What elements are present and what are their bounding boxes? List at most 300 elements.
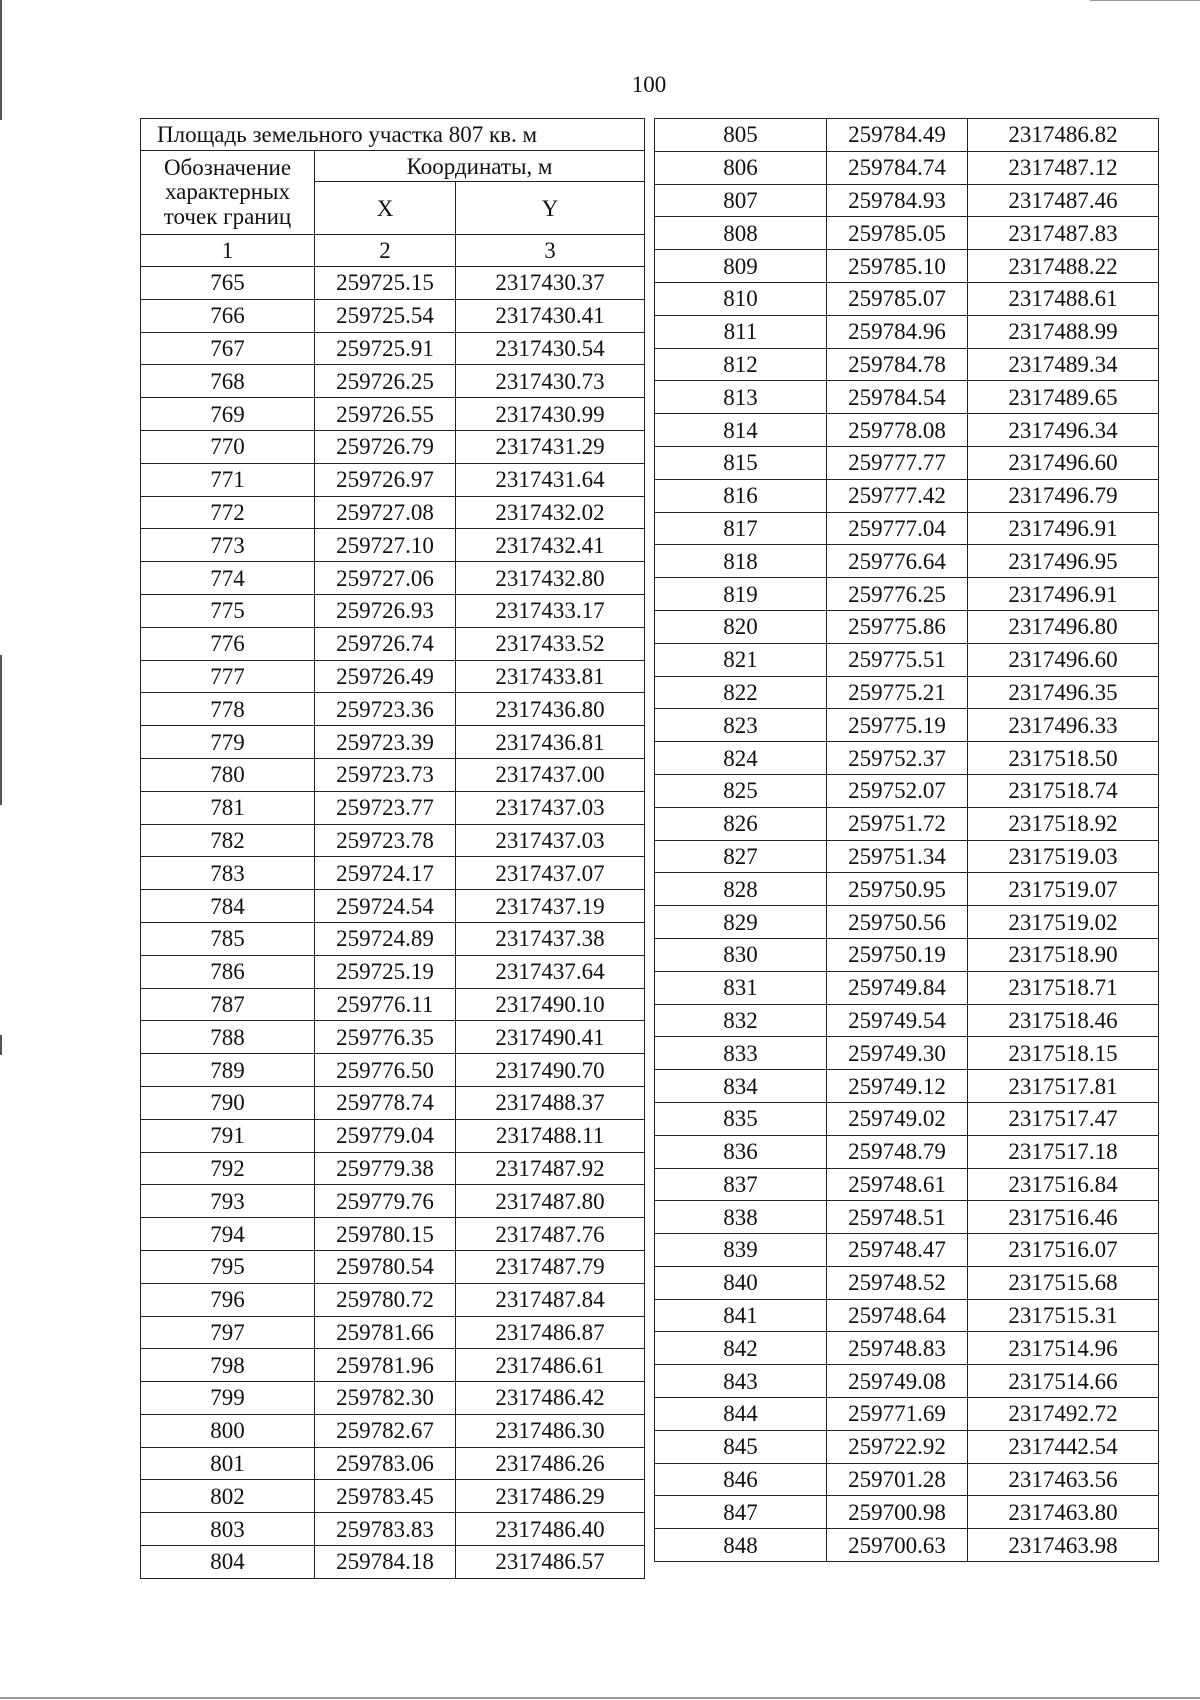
y-coordinate: 2317430.37 xyxy=(456,267,645,300)
y-coordinate: 2317515.68 xyxy=(968,1266,1159,1299)
y-coordinate: 2317518.46 xyxy=(968,1004,1159,1037)
table-row xyxy=(141,529,645,562)
table-row xyxy=(141,1414,645,1447)
y-coordinate: 2317518.74 xyxy=(968,774,1159,807)
table-row xyxy=(141,791,645,824)
point-number: 774 xyxy=(141,562,315,595)
y-coordinate: 2317486.29 xyxy=(456,1480,645,1513)
point-number: 792 xyxy=(141,1152,315,1185)
y-coordinate: 2317432.80 xyxy=(456,562,645,595)
y-coordinate: 2317492.72 xyxy=(968,1398,1159,1431)
table-row xyxy=(655,414,1159,447)
x-coordinate: 259748.47 xyxy=(827,1234,968,1267)
y-coordinate: 2317431.29 xyxy=(456,430,645,463)
x-coordinate: 259749.02 xyxy=(827,1102,968,1135)
table-row xyxy=(141,1546,645,1579)
x-coordinate: 259784.96 xyxy=(827,315,968,348)
point-number: 810 xyxy=(655,282,827,315)
x-coordinate: 259726.55 xyxy=(315,398,456,431)
point-number: 841 xyxy=(655,1299,827,1332)
point-number: 808 xyxy=(655,217,827,250)
x-coordinate: 259725.19 xyxy=(315,955,456,988)
point-number: 790 xyxy=(141,1086,315,1119)
y-coordinate: 2317432.02 xyxy=(456,496,645,529)
y-coordinate: 2317496.80 xyxy=(968,610,1159,643)
y-coordinate: 2317518.50 xyxy=(968,742,1159,775)
point-number: 804 xyxy=(141,1546,315,1579)
table-row xyxy=(141,1218,645,1251)
point-number: 812 xyxy=(655,348,827,381)
x-coordinate: 259780.15 xyxy=(315,1218,456,1251)
x-axis-header: X xyxy=(315,182,456,235)
y-coordinate: 2317518.71 xyxy=(968,971,1159,1004)
x-coordinate: 259727.10 xyxy=(315,529,456,562)
x-coordinate: 259780.54 xyxy=(315,1250,456,1283)
area-caption-row xyxy=(141,119,645,151)
x-coordinate: 259723.77 xyxy=(315,791,456,824)
table-row xyxy=(141,398,645,431)
table-row xyxy=(655,217,1159,250)
table-row xyxy=(141,1250,645,1283)
table-row xyxy=(655,1299,1159,1332)
scan-edge-line xyxy=(1090,0,1200,1)
y-coordinate: 2317488.11 xyxy=(456,1119,645,1152)
y-coordinate: 2317486.42 xyxy=(456,1382,645,1415)
scan-edge-line xyxy=(0,1035,2,1055)
x-coordinate: 259751.34 xyxy=(827,840,968,873)
point-number: 807 xyxy=(655,184,827,217)
x-coordinate: 259727.06 xyxy=(315,562,456,595)
y-coordinate: 2317515.31 xyxy=(968,1299,1159,1332)
y-coordinate: 2317490.10 xyxy=(456,988,645,1021)
point-number: 775 xyxy=(141,594,315,627)
column-number: 3 xyxy=(456,235,645,267)
point-designation-header: Обозначение характерных точек границ xyxy=(141,151,315,235)
point-number: 778 xyxy=(141,693,315,726)
table-row xyxy=(655,1135,1159,1168)
x-coordinate: 259724.54 xyxy=(315,890,456,923)
table-row xyxy=(141,726,645,759)
x-coordinate: 259783.45 xyxy=(315,1480,456,1513)
x-coordinate: 259701.28 xyxy=(827,1463,968,1496)
x-coordinate: 259784.93 xyxy=(827,184,968,217)
point-number: 826 xyxy=(655,807,827,840)
y-coordinate: 2317487.79 xyxy=(456,1250,645,1283)
coordinates-table-right xyxy=(654,118,1159,1562)
x-coordinate: 259750.56 xyxy=(827,906,968,939)
x-coordinate: 259723.73 xyxy=(315,758,456,791)
point-number: 829 xyxy=(655,906,827,939)
table-row xyxy=(141,890,645,923)
y-coordinate: 2317488.99 xyxy=(968,315,1159,348)
x-coordinate: 259723.39 xyxy=(315,726,456,759)
x-coordinate: 259726.49 xyxy=(315,660,456,693)
x-coordinate: 259776.50 xyxy=(315,1054,456,1087)
y-coordinate: 2317516.07 xyxy=(968,1234,1159,1267)
y-coordinate: 2317496.35 xyxy=(968,676,1159,709)
table-row xyxy=(141,496,645,529)
x-coordinate: 259777.42 xyxy=(827,479,968,512)
point-number: 840 xyxy=(655,1266,827,1299)
point-number: 784 xyxy=(141,890,315,923)
table-row xyxy=(655,1168,1159,1201)
y-coordinate: 2317519.03 xyxy=(968,840,1159,873)
y-coordinate: 2317433.81 xyxy=(456,660,645,693)
point-number: 821 xyxy=(655,643,827,676)
x-coordinate: 259726.25 xyxy=(315,365,456,398)
y-coordinate: 2317496.79 xyxy=(968,479,1159,512)
x-coordinate: 259779.38 xyxy=(315,1152,456,1185)
table-row xyxy=(655,282,1159,315)
table-row xyxy=(655,1463,1159,1496)
y-coordinate: 2317487.80 xyxy=(456,1185,645,1218)
y-coordinate: 2317487.83 xyxy=(968,217,1159,250)
y-coordinate: 2317518.90 xyxy=(968,938,1159,971)
table-row xyxy=(655,1430,1159,1463)
y-coordinate: 2317517.47 xyxy=(968,1102,1159,1135)
x-coordinate: 259725.91 xyxy=(315,332,456,365)
x-coordinate: 259700.63 xyxy=(827,1529,968,1562)
y-coordinate: 2317430.54 xyxy=(456,332,645,365)
table-row xyxy=(141,1447,645,1480)
y-coordinate: 2317437.03 xyxy=(456,824,645,857)
point-number: 776 xyxy=(141,627,315,660)
table-row xyxy=(655,1201,1159,1234)
point-number: 772 xyxy=(141,496,315,529)
table-row xyxy=(141,955,645,988)
table-row xyxy=(655,1266,1159,1299)
point-number: 815 xyxy=(655,446,827,479)
point-number: 839 xyxy=(655,1234,827,1267)
x-coordinate: 259778.74 xyxy=(315,1086,456,1119)
table-row xyxy=(655,709,1159,742)
point-number: 781 xyxy=(141,791,315,824)
y-coordinate: 2317496.95 xyxy=(968,545,1159,578)
table-row xyxy=(655,479,1159,512)
x-coordinate: 259776.11 xyxy=(315,988,456,1021)
area-caption: Площадь земельного участка 807 кв. м xyxy=(141,119,645,151)
x-coordinate: 259775.51 xyxy=(827,643,968,676)
table-row xyxy=(655,906,1159,939)
y-coordinate: 2317486.40 xyxy=(456,1513,645,1546)
table-row xyxy=(141,430,645,463)
y-coordinate: 2317430.99 xyxy=(456,398,645,431)
point-number: 768 xyxy=(141,365,315,398)
y-coordinate: 2317463.80 xyxy=(968,1496,1159,1529)
x-coordinate: 259784.49 xyxy=(827,119,968,152)
point-number: 811 xyxy=(655,315,827,348)
y-coordinate: 2317433.52 xyxy=(456,627,645,660)
table-row xyxy=(655,151,1159,184)
point-number: 799 xyxy=(141,1382,315,1415)
point-number: 783 xyxy=(141,857,315,890)
point-number: 816 xyxy=(655,479,827,512)
point-number: 844 xyxy=(655,1398,827,1431)
point-number: 805 xyxy=(655,119,827,152)
x-coordinate: 259726.74 xyxy=(315,627,456,660)
table-row xyxy=(655,610,1159,643)
x-coordinate: 259726.97 xyxy=(315,463,456,496)
y-coordinate: 2317486.26 xyxy=(456,1447,645,1480)
table-row xyxy=(141,693,645,726)
point-number: 837 xyxy=(655,1168,827,1201)
table-row xyxy=(141,824,645,857)
x-coordinate: 259782.67 xyxy=(315,1414,456,1447)
x-coordinate: 259785.07 xyxy=(827,282,968,315)
x-coordinate: 259750.95 xyxy=(827,873,968,906)
table-row xyxy=(655,1102,1159,1135)
table-row xyxy=(655,446,1159,479)
y-coordinate: 2317516.46 xyxy=(968,1201,1159,1234)
point-number: 846 xyxy=(655,1463,827,1496)
point-number: 791 xyxy=(141,1119,315,1152)
x-coordinate: 259777.04 xyxy=(827,512,968,545)
point-number: 814 xyxy=(655,414,827,447)
y-coordinate: 2317496.91 xyxy=(968,578,1159,611)
point-number: 796 xyxy=(141,1283,315,1316)
x-coordinate: 259726.79 xyxy=(315,430,456,463)
y-coordinate: 2317517.81 xyxy=(968,1070,1159,1103)
table-row xyxy=(141,1480,645,1513)
x-coordinate: 259748.83 xyxy=(827,1332,968,1365)
point-number: 830 xyxy=(655,938,827,971)
header-row xyxy=(141,151,645,182)
point-number: 824 xyxy=(655,742,827,775)
point-number: 828 xyxy=(655,873,827,906)
x-coordinate: 259780.72 xyxy=(315,1283,456,1316)
y-coordinate: 2317486.30 xyxy=(456,1414,645,1447)
point-number: 817 xyxy=(655,512,827,545)
y-coordinate: 2317490.70 xyxy=(456,1054,645,1087)
table-row xyxy=(141,1086,645,1119)
table-row xyxy=(141,922,645,955)
y-coordinate: 2317437.00 xyxy=(456,758,645,791)
table-row xyxy=(655,348,1159,381)
x-coordinate: 259777.77 xyxy=(827,446,968,479)
y-coordinate: 2317463.98 xyxy=(968,1529,1159,1562)
scan-edge-line xyxy=(0,0,2,120)
table-row xyxy=(655,1496,1159,1529)
y-coordinate: 2317430.41 xyxy=(456,299,645,332)
table-row xyxy=(141,1119,645,1152)
y-coordinate: 2317432.41 xyxy=(456,529,645,562)
point-number: 831 xyxy=(655,971,827,1004)
table-row xyxy=(655,184,1159,217)
point-number: 802 xyxy=(141,1480,315,1513)
table-row xyxy=(655,643,1159,676)
y-coordinate: 2317430.73 xyxy=(456,365,645,398)
point-number: 823 xyxy=(655,709,827,742)
point-number: 822 xyxy=(655,676,827,709)
x-coordinate: 259749.08 xyxy=(827,1365,968,1398)
x-coordinate: 259748.61 xyxy=(827,1168,968,1201)
table-row xyxy=(655,381,1159,414)
point-number: 836 xyxy=(655,1135,827,1168)
point-number: 803 xyxy=(141,1513,315,1546)
y-coordinate: 2317487.84 xyxy=(456,1283,645,1316)
table-row xyxy=(655,512,1159,545)
y-coordinate: 2317496.60 xyxy=(968,643,1159,676)
table-row xyxy=(141,1021,645,1054)
point-number: 806 xyxy=(655,151,827,184)
point-number: 793 xyxy=(141,1185,315,1218)
point-number: 787 xyxy=(141,988,315,1021)
table-row xyxy=(141,1349,645,1382)
x-coordinate: 259751.72 xyxy=(827,807,968,840)
table-row xyxy=(141,299,645,332)
x-coordinate: 259784.54 xyxy=(827,381,968,414)
x-coordinate: 259782.30 xyxy=(315,1382,456,1415)
y-coordinate: 2317437.64 xyxy=(456,955,645,988)
table-row xyxy=(655,774,1159,807)
point-number: 766 xyxy=(141,299,315,332)
x-coordinate: 259775.19 xyxy=(827,709,968,742)
y-coordinate: 2317518.15 xyxy=(968,1037,1159,1070)
table-row xyxy=(141,562,645,595)
point-number: 765 xyxy=(141,267,315,300)
x-coordinate: 259700.98 xyxy=(827,1496,968,1529)
x-coordinate: 259750.19 xyxy=(827,938,968,971)
x-coordinate: 259749.84 xyxy=(827,971,968,1004)
table-row xyxy=(141,857,645,890)
table-row xyxy=(141,332,645,365)
table-row xyxy=(655,578,1159,611)
y-coordinate: 2317436.80 xyxy=(456,693,645,726)
x-coordinate: 259722.92 xyxy=(827,1430,968,1463)
table-row xyxy=(141,1054,645,1087)
x-coordinate: 259784.74 xyxy=(827,151,968,184)
point-number: 780 xyxy=(141,758,315,791)
x-coordinate: 259784.18 xyxy=(315,1546,456,1579)
x-coordinate: 259775.21 xyxy=(827,676,968,709)
table-row xyxy=(655,315,1159,348)
x-coordinate: 259723.78 xyxy=(315,824,456,857)
y-coordinate: 2317488.37 xyxy=(456,1086,645,1119)
x-coordinate: 259783.06 xyxy=(315,1447,456,1480)
y-coordinate: 2317496.33 xyxy=(968,709,1159,742)
column-number: 2 xyxy=(315,235,456,267)
point-number: 833 xyxy=(655,1037,827,1070)
point-number: 800 xyxy=(141,1414,315,1447)
x-coordinate: 259752.07 xyxy=(827,774,968,807)
x-coordinate: 259727.08 xyxy=(315,496,456,529)
y-coordinate: 2317486.61 xyxy=(456,1349,645,1382)
y-coordinate: 2317486.57 xyxy=(456,1546,645,1579)
point-number: 843 xyxy=(655,1365,827,1398)
table-row xyxy=(141,463,645,496)
scan-edge-line xyxy=(0,1697,1200,1699)
y-coordinate: 2317487.92 xyxy=(456,1152,645,1185)
x-coordinate: 259781.66 xyxy=(315,1316,456,1349)
y-coordinate: 2317487.76 xyxy=(456,1218,645,1251)
point-number: 838 xyxy=(655,1201,827,1234)
x-coordinate: 259779.76 xyxy=(315,1185,456,1218)
table-row xyxy=(655,840,1159,873)
table-row xyxy=(655,545,1159,578)
point-number: 847 xyxy=(655,1496,827,1529)
coordinates-header: Координаты, м xyxy=(315,151,645,182)
table-row xyxy=(655,1234,1159,1267)
table-row xyxy=(141,1185,645,1218)
x-coordinate: 259724.89 xyxy=(315,922,456,955)
x-coordinate: 259776.35 xyxy=(315,1021,456,1054)
x-coordinate: 259771.69 xyxy=(827,1398,968,1431)
x-coordinate: 259748.51 xyxy=(827,1201,968,1234)
table-row xyxy=(141,1513,645,1546)
point-number: 779 xyxy=(141,726,315,759)
x-coordinate: 259781.96 xyxy=(315,1349,456,1382)
y-coordinate: 2317437.03 xyxy=(456,791,645,824)
y-coordinate: 2317518.92 xyxy=(968,807,1159,840)
y-coordinate: 2317517.18 xyxy=(968,1135,1159,1168)
y-coordinate: 2317490.41 xyxy=(456,1021,645,1054)
x-coordinate: 259779.04 xyxy=(315,1119,456,1152)
table-row xyxy=(655,1398,1159,1431)
point-number: 818 xyxy=(655,545,827,578)
table-row xyxy=(141,627,645,660)
x-coordinate: 259749.30 xyxy=(827,1037,968,1070)
y-coordinate: 2317496.91 xyxy=(968,512,1159,545)
y-coordinate: 2317442.54 xyxy=(968,1430,1159,1463)
point-number: 842 xyxy=(655,1332,827,1365)
x-coordinate: 259749.12 xyxy=(827,1070,968,1103)
point-number: 813 xyxy=(655,381,827,414)
y-coordinate: 2317516.84 xyxy=(968,1168,1159,1201)
table-row xyxy=(141,1382,645,1415)
y-coordinate: 2317431.64 xyxy=(456,463,645,496)
point-number: 819 xyxy=(655,578,827,611)
y-coordinate: 2317463.56 xyxy=(968,1463,1159,1496)
point-number: 827 xyxy=(655,840,827,873)
table-row xyxy=(655,1070,1159,1103)
point-number: 777 xyxy=(141,660,315,693)
x-coordinate: 259725.54 xyxy=(315,299,456,332)
point-number: 801 xyxy=(141,1447,315,1480)
point-number: 794 xyxy=(141,1218,315,1251)
y-coordinate: 2317437.38 xyxy=(456,922,645,955)
x-coordinate: 259784.78 xyxy=(827,348,968,381)
x-coordinate: 259785.05 xyxy=(827,217,968,250)
point-number: 789 xyxy=(141,1054,315,1087)
table-row xyxy=(655,742,1159,775)
point-number: 771 xyxy=(141,463,315,496)
column-number-row xyxy=(141,235,645,267)
point-number: 782 xyxy=(141,824,315,857)
point-number: 767 xyxy=(141,332,315,365)
x-coordinate: 259776.64 xyxy=(827,545,968,578)
y-coordinate: 2317519.02 xyxy=(968,906,1159,939)
x-coordinate: 259778.08 xyxy=(827,414,968,447)
table-row xyxy=(141,365,645,398)
x-coordinate: 259748.52 xyxy=(827,1266,968,1299)
y-coordinate: 2317486.82 xyxy=(968,119,1159,152)
y-coordinate: 2317496.34 xyxy=(968,414,1159,447)
point-number: 769 xyxy=(141,398,315,431)
x-coordinate: 259723.36 xyxy=(315,693,456,726)
table-row xyxy=(141,1316,645,1349)
table-row xyxy=(141,594,645,627)
x-coordinate: 259748.64 xyxy=(827,1299,968,1332)
x-coordinate: 259785.10 xyxy=(827,250,968,283)
y-coordinate: 2317514.66 xyxy=(968,1365,1159,1398)
y-coordinate: 2317486.87 xyxy=(456,1316,645,1349)
y-axis-header: Y xyxy=(456,182,645,235)
table-row xyxy=(141,1283,645,1316)
coordinates-table-left xyxy=(140,118,645,1579)
y-coordinate: 2317487.12 xyxy=(968,151,1159,184)
point-number: 795 xyxy=(141,1250,315,1283)
x-coordinate: 259726.93 xyxy=(315,594,456,627)
